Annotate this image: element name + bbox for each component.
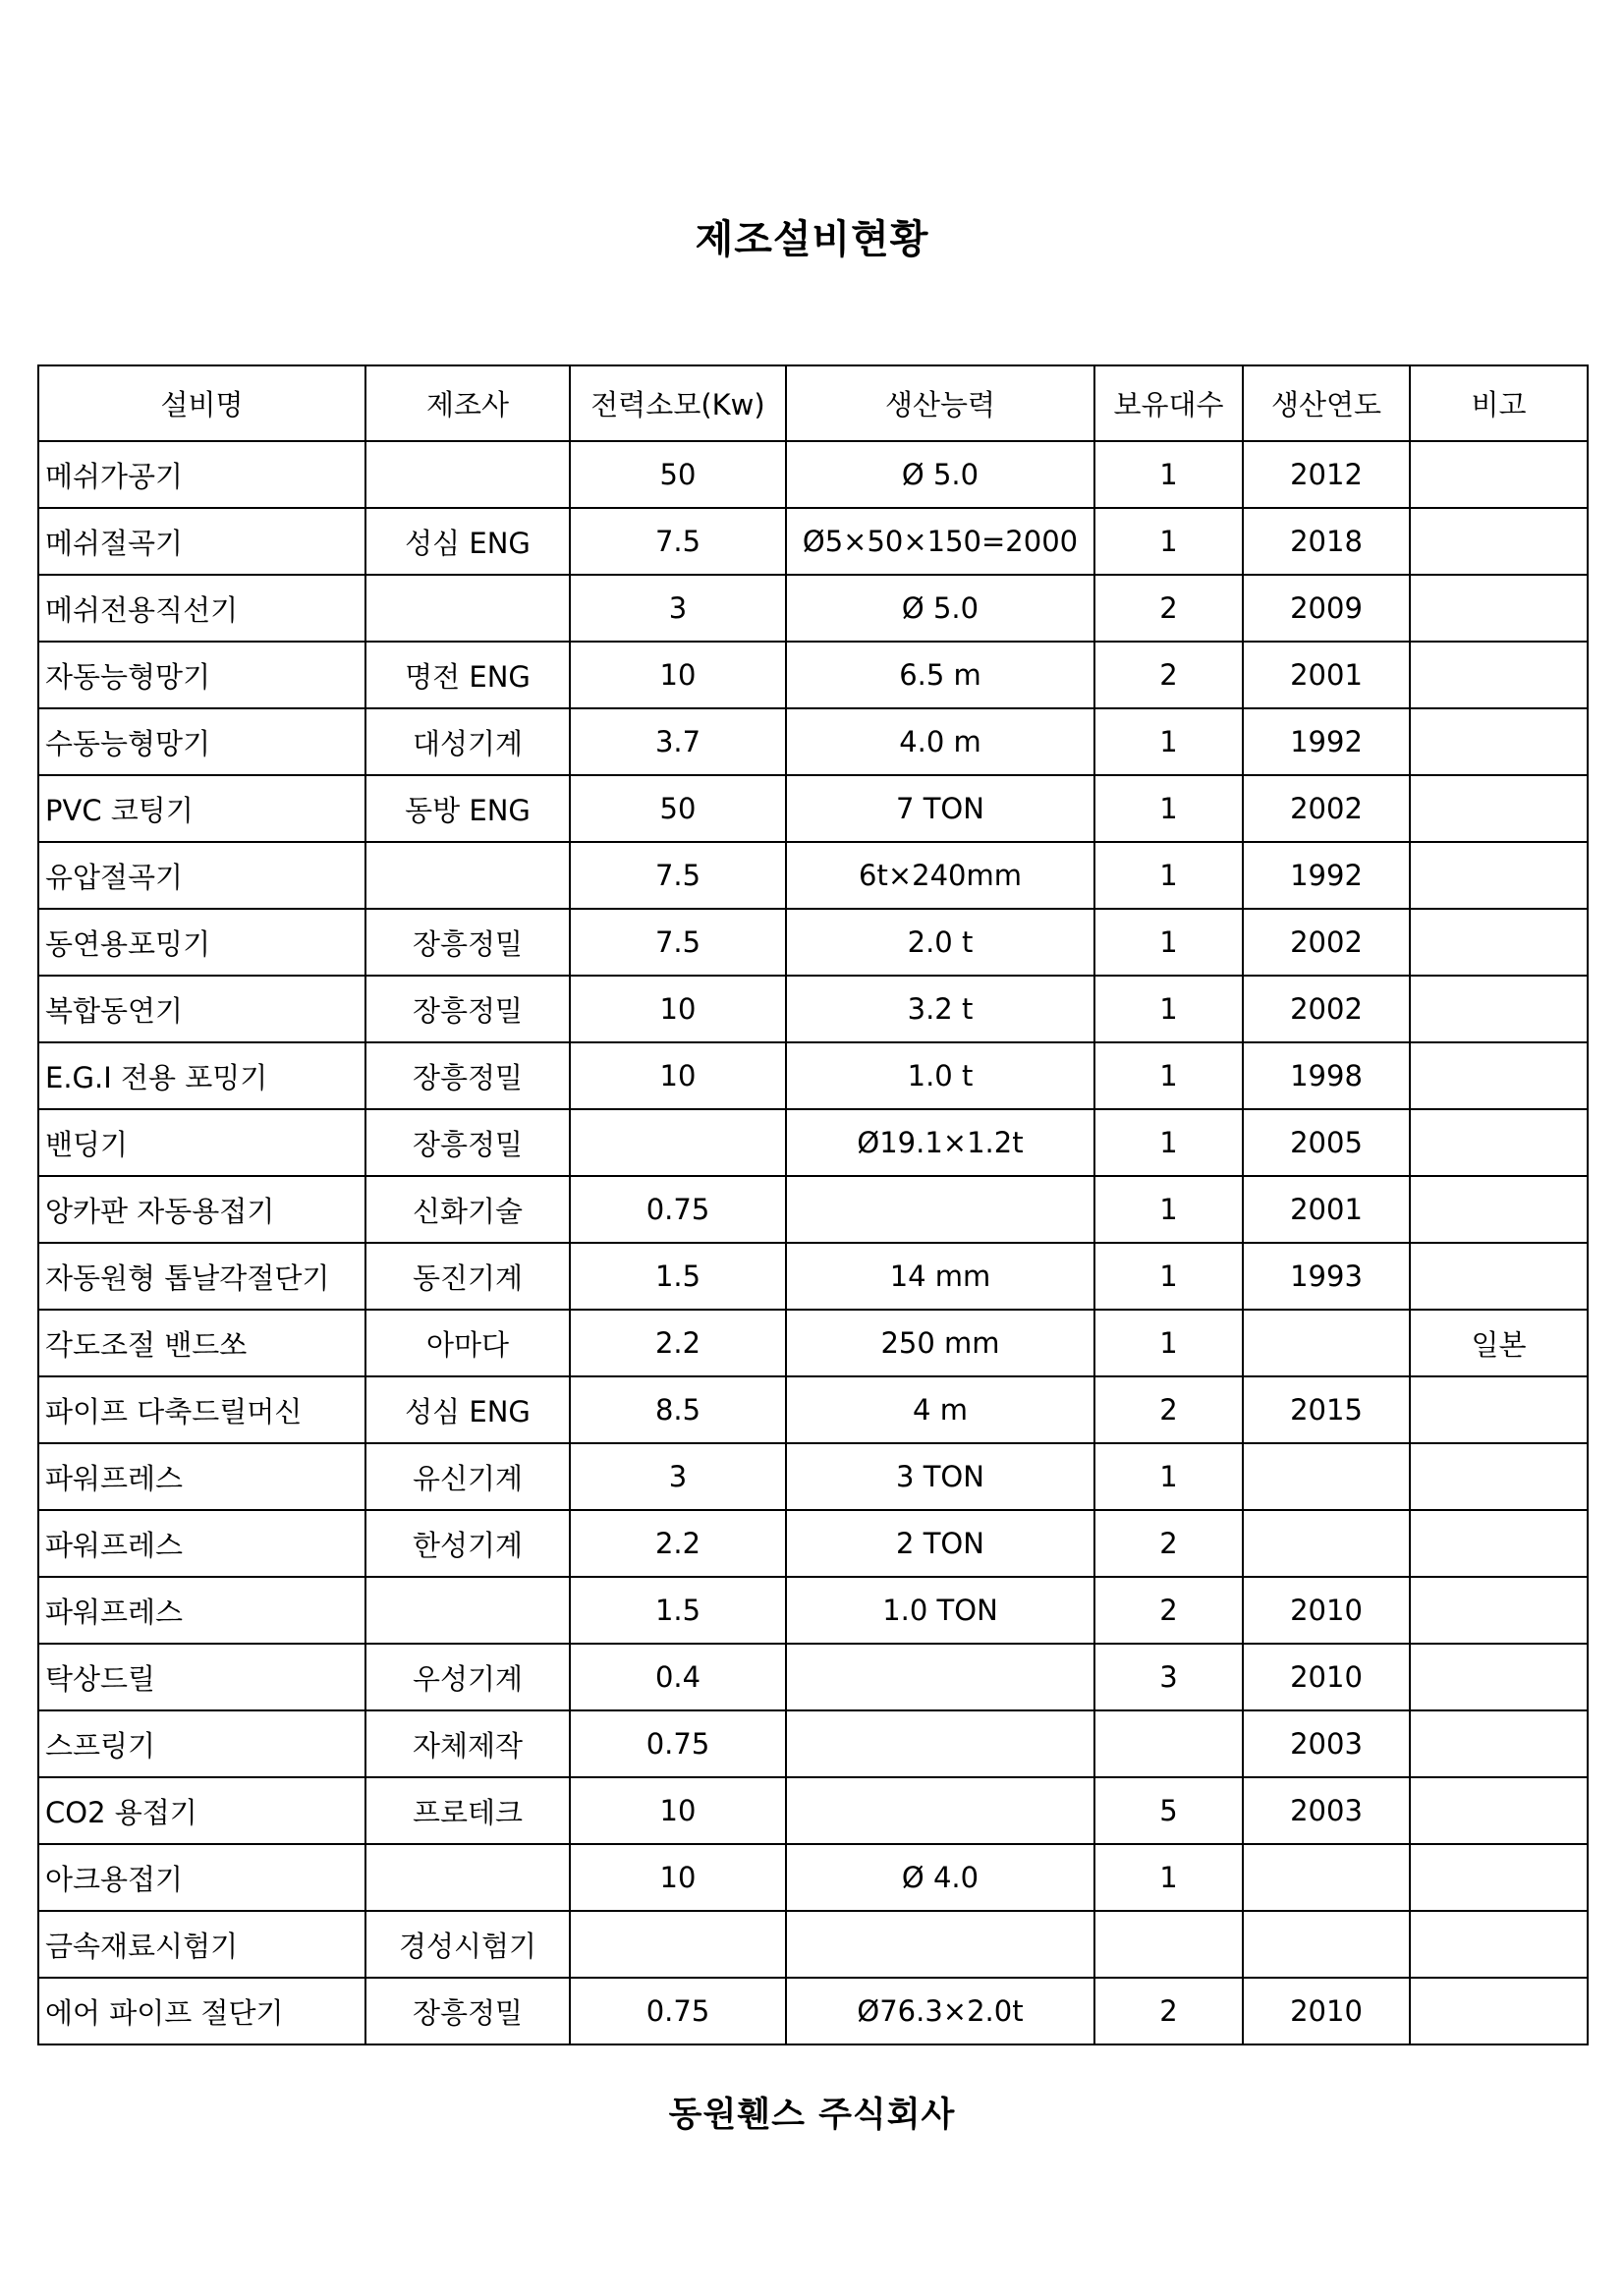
cell-manufacturer xyxy=(365,842,570,909)
cell-remarks xyxy=(1410,909,1588,976)
cell-equipment-name: 파워프레스 xyxy=(38,1510,365,1577)
cell-capacity: 3.2 t xyxy=(786,976,1094,1042)
cell-capacity: 250 mm xyxy=(786,1310,1094,1376)
cell-quantity: 2 xyxy=(1094,1577,1243,1644)
header-year: 생산연도 xyxy=(1243,365,1410,441)
cell-power: 1.5 xyxy=(570,1577,786,1644)
cell-remarks: 일본 xyxy=(1410,1310,1588,1376)
cell-power xyxy=(570,1911,786,1978)
table-row xyxy=(38,1376,1588,1443)
cell-manufacturer xyxy=(365,441,570,508)
document-title: 제조설비현황 xyxy=(695,217,929,262)
header-quantity: 보유대수 xyxy=(1094,365,1243,441)
cell-equipment-name: 자동능형망기 xyxy=(38,642,365,708)
header-capacity: 생산능력 xyxy=(786,365,1094,441)
cell-year: 2018 xyxy=(1243,508,1410,575)
cell-remarks xyxy=(1410,1109,1588,1176)
cell-year xyxy=(1243,1443,1410,1510)
cell-capacity: 6t×240mm xyxy=(786,842,1094,909)
cell-remarks xyxy=(1410,775,1588,842)
cell-power: 10 xyxy=(570,1777,786,1844)
cell-manufacturer xyxy=(365,1844,570,1911)
cell-remarks xyxy=(1410,976,1588,1042)
cell-capacity: 7 TON xyxy=(786,775,1094,842)
table-row xyxy=(38,1109,1588,1176)
cell-quantity xyxy=(1094,1911,1243,1978)
cell-power: 0.75 xyxy=(570,1710,786,1777)
cell-capacity: Ø76.3×2.0t xyxy=(786,1978,1094,2044)
cell-manufacturer: 장흥정밀 xyxy=(365,909,570,976)
cell-remarks xyxy=(1410,1376,1588,1443)
cell-power: 10 xyxy=(570,642,786,708)
cell-capacity: 6.5 m xyxy=(786,642,1094,708)
cell-remarks xyxy=(1410,708,1588,775)
cell-remarks xyxy=(1410,1443,1588,1510)
cell-power: 7.5 xyxy=(570,842,786,909)
table-row xyxy=(38,1042,1588,1109)
cell-manufacturer xyxy=(365,575,570,642)
cell-quantity: 1 xyxy=(1094,708,1243,775)
header-power: 전력소모(Kw) xyxy=(570,365,786,441)
cell-quantity: 1 xyxy=(1094,1109,1243,1176)
table-row xyxy=(38,909,1588,976)
table-row xyxy=(38,1510,1588,1577)
cell-quantity: 1 xyxy=(1094,508,1243,575)
cell-capacity: 1.0 t xyxy=(786,1042,1094,1109)
table-row xyxy=(38,708,1588,775)
cell-year xyxy=(1243,1310,1410,1376)
cell-remarks xyxy=(1410,1777,1588,1844)
cell-manufacturer: 동진기계 xyxy=(365,1243,570,1310)
cell-year: 2002 xyxy=(1243,976,1410,1042)
cell-year: 2010 xyxy=(1243,1577,1410,1644)
cell-remarks xyxy=(1410,1510,1588,1577)
cell-manufacturer: 아마다 xyxy=(365,1310,570,1376)
cell-power: 50 xyxy=(570,441,786,508)
cell-capacity: 3 TON xyxy=(786,1443,1094,1510)
cell-power: 3 xyxy=(570,1443,786,1510)
cell-year: 1993 xyxy=(1243,1243,1410,1310)
cell-equipment-name: 스프링기 xyxy=(38,1710,365,1777)
cell-remarks xyxy=(1410,1710,1588,1777)
cell-power: 8.5 xyxy=(570,1376,786,1443)
cell-year: 2015 xyxy=(1243,1376,1410,1443)
cell-manufacturer xyxy=(365,1577,570,1644)
cell-power: 0.75 xyxy=(570,1978,786,2044)
cell-power: 2.2 xyxy=(570,1310,786,1376)
cell-manufacturer: 경성시험기 xyxy=(365,1911,570,1978)
cell-manufacturer: 성심 ENG xyxy=(365,1376,570,1443)
cell-equipment-name: PVC 코팅기 xyxy=(38,775,365,842)
cell-equipment-name: 파이프 다축드릴머신 xyxy=(38,1376,365,1443)
cell-remarks xyxy=(1410,1978,1588,2044)
cell-quantity: 1 xyxy=(1094,909,1243,976)
cell-equipment-name: 탁상드릴 xyxy=(38,1644,365,1710)
cell-power: 7.5 xyxy=(570,508,786,575)
table-row xyxy=(38,575,1588,642)
cell-equipment-name: 각도조절 밴드쏘 xyxy=(38,1310,365,1376)
cell-year: 2003 xyxy=(1243,1777,1410,1844)
table-row xyxy=(38,1243,1588,1310)
cell-remarks xyxy=(1410,1243,1588,1310)
cell-quantity: 3 xyxy=(1094,1644,1243,1710)
cell-quantity: 2 xyxy=(1094,1978,1243,2044)
header-manufacturer: 제조사 xyxy=(365,365,570,441)
cell-power: 3 xyxy=(570,575,786,642)
cell-quantity: 2 xyxy=(1094,1510,1243,1577)
cell-year: 2012 xyxy=(1243,441,1410,508)
table-row xyxy=(38,1176,1588,1243)
equipment-table xyxy=(37,364,1589,2045)
cell-capacity xyxy=(786,1176,1094,1243)
cell-year: 2010 xyxy=(1243,1644,1410,1710)
table-row xyxy=(38,976,1588,1042)
cell-capacity: 14 mm xyxy=(786,1243,1094,1310)
cell-year: 1992 xyxy=(1243,842,1410,909)
cell-power: 10 xyxy=(570,976,786,1042)
cell-equipment-name: 파워프레스 xyxy=(38,1443,365,1510)
cell-remarks xyxy=(1410,1911,1588,1978)
cell-manufacturer: 동방 ENG xyxy=(365,775,570,842)
cell-power xyxy=(570,1109,786,1176)
cell-remarks xyxy=(1410,575,1588,642)
cell-year: 1998 xyxy=(1243,1042,1410,1109)
table-row xyxy=(38,1777,1588,1844)
table-row xyxy=(38,1577,1588,1644)
cell-equipment-name: CO2 용접기 xyxy=(38,1777,365,1844)
cell-quantity: 1 xyxy=(1094,441,1243,508)
cell-quantity: 1 xyxy=(1094,1176,1243,1243)
cell-equipment-name: 금속재료시험기 xyxy=(38,1911,365,1978)
cell-year: 2010 xyxy=(1243,1978,1410,2044)
cell-remarks xyxy=(1410,842,1588,909)
table-row xyxy=(38,1310,1588,1376)
table-row xyxy=(38,1844,1588,1911)
cell-power: 3.7 xyxy=(570,708,786,775)
cell-year: 2005 xyxy=(1243,1109,1410,1176)
table-row xyxy=(38,842,1588,909)
cell-quantity: 2 xyxy=(1094,575,1243,642)
cell-remarks xyxy=(1410,1176,1588,1243)
table-row xyxy=(38,1911,1588,1978)
cell-equipment-name: 에어 파이프 절단기 xyxy=(38,1978,365,2044)
cell-power: 0.75 xyxy=(570,1176,786,1243)
cell-capacity: Ø5×50×150=2000 xyxy=(786,508,1094,575)
table-row xyxy=(38,441,1588,508)
cell-remarks xyxy=(1410,1042,1588,1109)
cell-quantity: 1 xyxy=(1094,1310,1243,1376)
cell-remarks xyxy=(1410,642,1588,708)
cell-power: 10 xyxy=(570,1042,786,1109)
cell-equipment-name: 메쉬전용직선기 xyxy=(38,575,365,642)
cell-year: 2001 xyxy=(1243,642,1410,708)
cell-year: 2002 xyxy=(1243,775,1410,842)
cell-remarks xyxy=(1410,1577,1588,1644)
cell-equipment-name: 복합동연기 xyxy=(38,976,365,1042)
cell-capacity: Ø 4.0 xyxy=(786,1844,1094,1911)
cell-quantity: 1 xyxy=(1094,775,1243,842)
cell-year: 2002 xyxy=(1243,909,1410,976)
cell-capacity: 2 TON xyxy=(786,1510,1094,1577)
header-remarks: 비고 xyxy=(1410,365,1588,441)
cell-power: 2.2 xyxy=(570,1510,786,1577)
table-row xyxy=(38,642,1588,708)
cell-manufacturer: 유신기계 xyxy=(365,1443,570,1510)
cell-remarks xyxy=(1410,441,1588,508)
cell-year xyxy=(1243,1510,1410,1577)
cell-equipment-name: 앙카판 자동용접기 xyxy=(38,1176,365,1243)
cell-capacity xyxy=(786,1777,1094,1844)
cell-year xyxy=(1243,1911,1410,1978)
header-equipment-name: 설비명 xyxy=(38,365,365,441)
cell-capacity: Ø 5.0 xyxy=(786,575,1094,642)
cell-quantity: 2 xyxy=(1094,642,1243,708)
cell-capacity: 4 m xyxy=(786,1376,1094,1443)
cell-manufacturer: 대성기계 xyxy=(365,708,570,775)
table-row xyxy=(38,775,1588,842)
cell-manufacturer: 장흥정밀 xyxy=(365,1109,570,1176)
cell-manufacturer: 자체제작 xyxy=(365,1710,570,1777)
cell-quantity: 1 xyxy=(1094,1443,1243,1510)
cell-remarks xyxy=(1410,1844,1588,1911)
cell-equipment-name: 유압절곡기 xyxy=(38,842,365,909)
cell-equipment-name: 수동능형망기 xyxy=(38,708,365,775)
cell-equipment-name: 자동원형 톱날각절단기 xyxy=(38,1243,365,1310)
table-header-row xyxy=(38,365,1588,441)
cell-manufacturer: 프로테크 xyxy=(365,1777,570,1844)
cell-manufacturer: 장흥정밀 xyxy=(365,1978,570,2044)
cell-quantity: 1 xyxy=(1094,976,1243,1042)
cell-equipment-name: E.G.I 전용 포밍기 xyxy=(38,1042,365,1109)
cell-equipment-name: 메쉬절곡기 xyxy=(38,508,365,575)
cell-capacity: 4.0 m xyxy=(786,708,1094,775)
cell-quantity xyxy=(1094,1710,1243,1777)
cell-equipment-name: 동연용포밍기 xyxy=(38,909,365,976)
cell-capacity: 2.0 t xyxy=(786,909,1094,976)
cell-capacity: Ø19.1×1.2t xyxy=(786,1109,1094,1176)
cell-year: 2009 xyxy=(1243,575,1410,642)
cell-equipment-name: 밴딩기 xyxy=(38,1109,365,1176)
cell-power: 10 xyxy=(570,1844,786,1911)
cell-equipment-name: 메쉬가공기 xyxy=(38,441,365,508)
cell-equipment-name: 파워프레스 xyxy=(38,1577,365,1644)
cell-remarks xyxy=(1410,508,1588,575)
cell-capacity xyxy=(786,1644,1094,1710)
cell-manufacturer: 장흥정밀 xyxy=(365,976,570,1042)
cell-power: 7.5 xyxy=(570,909,786,976)
table-row xyxy=(38,1710,1588,1777)
table-row xyxy=(38,1644,1588,1710)
cell-capacity: 1.0 TON xyxy=(786,1577,1094,1644)
cell-quantity: 1 xyxy=(1094,842,1243,909)
cell-manufacturer: 명전 ENG xyxy=(365,642,570,708)
cell-capacity xyxy=(786,1710,1094,1777)
cell-capacity: Ø 5.0 xyxy=(786,441,1094,508)
cell-remarks xyxy=(1410,1644,1588,1710)
cell-manufacturer: 우성기계 xyxy=(365,1644,570,1710)
cell-quantity: 2 xyxy=(1094,1376,1243,1443)
table-row xyxy=(38,508,1588,575)
cell-quantity: 1 xyxy=(1094,1042,1243,1109)
cell-power: 0.4 xyxy=(570,1644,786,1710)
company-name: 동원휀스 주식회사 xyxy=(668,2096,956,2135)
table-row xyxy=(38,1978,1588,2044)
cell-year: 2003 xyxy=(1243,1710,1410,1777)
cell-quantity: 1 xyxy=(1094,1243,1243,1310)
cell-year: 1992 xyxy=(1243,708,1410,775)
cell-quantity: 5 xyxy=(1094,1777,1243,1844)
cell-year xyxy=(1243,1844,1410,1911)
table-body xyxy=(38,441,1588,2044)
cell-power: 50 xyxy=(570,775,786,842)
cell-manufacturer: 한성기계 xyxy=(365,1510,570,1577)
cell-capacity xyxy=(786,1911,1094,1978)
cell-equipment-name: 아크용접기 xyxy=(38,1844,365,1911)
cell-power: 1.5 xyxy=(570,1243,786,1310)
table-row xyxy=(38,1443,1588,1510)
cell-quantity: 1 xyxy=(1094,1844,1243,1911)
cell-manufacturer: 신화기술 xyxy=(365,1176,570,1243)
cell-year: 2001 xyxy=(1243,1176,1410,1243)
cell-manufacturer: 장흥정밀 xyxy=(365,1042,570,1109)
cell-manufacturer: 성심 ENG xyxy=(365,508,570,575)
